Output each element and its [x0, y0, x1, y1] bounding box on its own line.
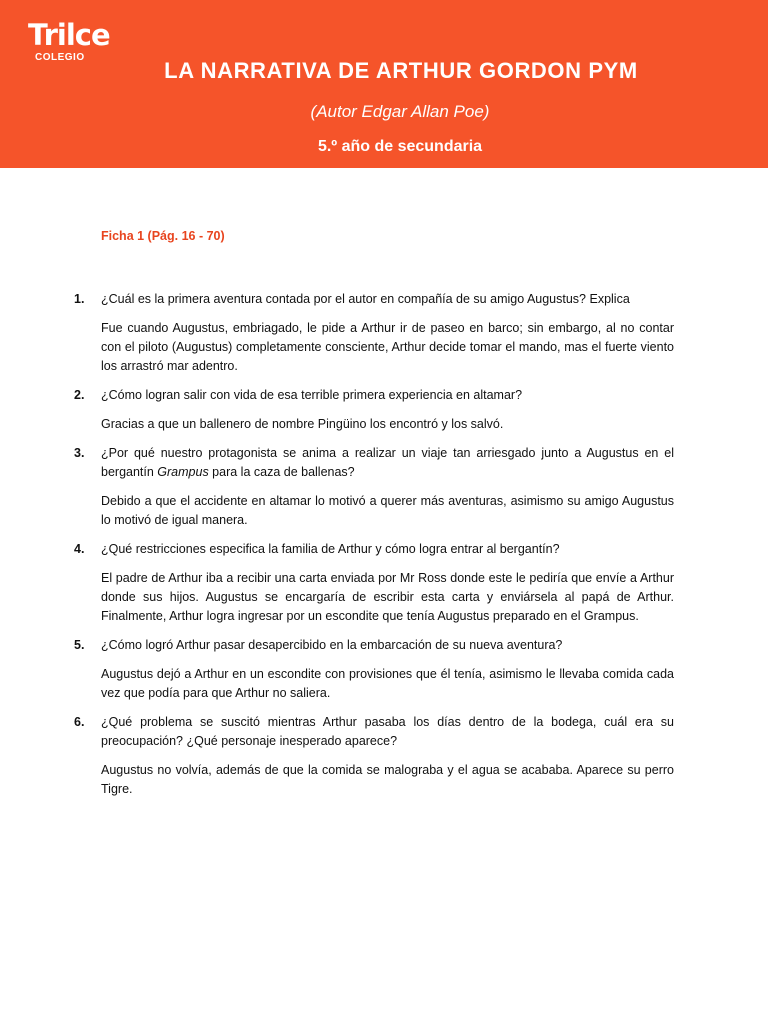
question-number: 6.: [74, 715, 85, 729]
answer-text: El padre de Arthur iba a recibir una carta enviada por Mr Ross donde este le pediría que envíe a Arthur donde sus hijos. Augustus se encargaría de escribir esta carta y enviársela al papá de Arthur. Finalmente, Arthur logra ingresar por un escondite que tenía Augustus preparado en el Grampus.: [101, 571, 674, 623]
school-logo: [28, 20, 110, 63]
answer-text: Augustus dejó a Arthur en un escondite con provisiones que él tenía, asimismo le llevaba comida cada vez que podía para que Arthur no saliera.: [101, 667, 674, 700]
question-item: [74, 386, 674, 434]
question-number: 1.: [74, 292, 85, 306]
question-number: 3.: [74, 446, 85, 460]
ship-name: Grampus: [157, 465, 209, 479]
answer-text: Debido a que el accidente en altamar lo motivó a querer más aventuras, asimismo su amigo Augustus lo motivó de igual manera.: [101, 494, 674, 527]
question-text: ¿Qué restricciones especifica la familia de Arthur y cómo logra entrar al bergantín?: [101, 542, 560, 556]
logo-subtitle: COLEGIO: [35, 52, 85, 63]
answer-text: Fue cuando Augustus, embriagado, le pide a Arthur ir de paseo en barco; sin embargo, al no contar con el piloto (Augustus) completamente consciente, Arthur decide tomar el mando, mas el fuerte viento los arrastró mar adentro.: [101, 321, 674, 373]
question-item: [74, 636, 674, 703]
question-item: [74, 713, 674, 799]
question-text-start: ¿Por qué nuestro protagonista se anima a realizar un viaje tan arriesgado junto a Augustus en el bergantín: [101, 446, 674, 479]
header-banner: [0, 0, 768, 168]
question-text: [101, 444, 674, 482]
question-number: 2.: [74, 388, 85, 402]
question-item: [74, 290, 674, 376]
grade-level: 5.º año de secundaria: [317, 138, 483, 155]
question-text-end: para la caza de ballenas?: [208, 465, 355, 479]
question-number: 5.: [74, 638, 85, 652]
logo-wordmark: Trilce: [28, 18, 110, 52]
question-item: [74, 444, 674, 530]
question-text: ¿Qué problema se suscitó mientras Arthur pasaba los días dentro de la bodega, cuál era su preocupación? ¿Qué personaje inesperado aparece?: [101, 715, 674, 748]
question-text: ¿Cómo logran salir con vida de esa terrible primera experiencia en altamar?: [101, 388, 523, 402]
answer-text: Gracias a que un ballenero de nombre Pingüino los encontró y los salvó.: [101, 417, 504, 431]
question-number: 4.: [74, 542, 85, 556]
question-text: ¿Cómo logró Arthur pasar desapercibido en la embarcación de su nueva aventura?: [101, 638, 563, 652]
answer-text: Augustus no volvía, además de que la comida se malograba y el agua se acababa. Aparece su perro Tigre.: [101, 763, 674, 796]
question-list: [74, 290, 674, 809]
question-text: ¿Cuál es la primera aventura contada por el autor en compañía de su amigo Augustus? Explica: [101, 292, 630, 306]
question-item: [74, 540, 674, 626]
worksheet-label: Ficha 1 (Pág. 16 - 70): [101, 229, 225, 243]
document-author: (Autor Edgar Allan Poe): [310, 102, 490, 121]
document-title: LA NARRATIVA DE ARTHUR GORDON PYM: [164, 58, 638, 83]
